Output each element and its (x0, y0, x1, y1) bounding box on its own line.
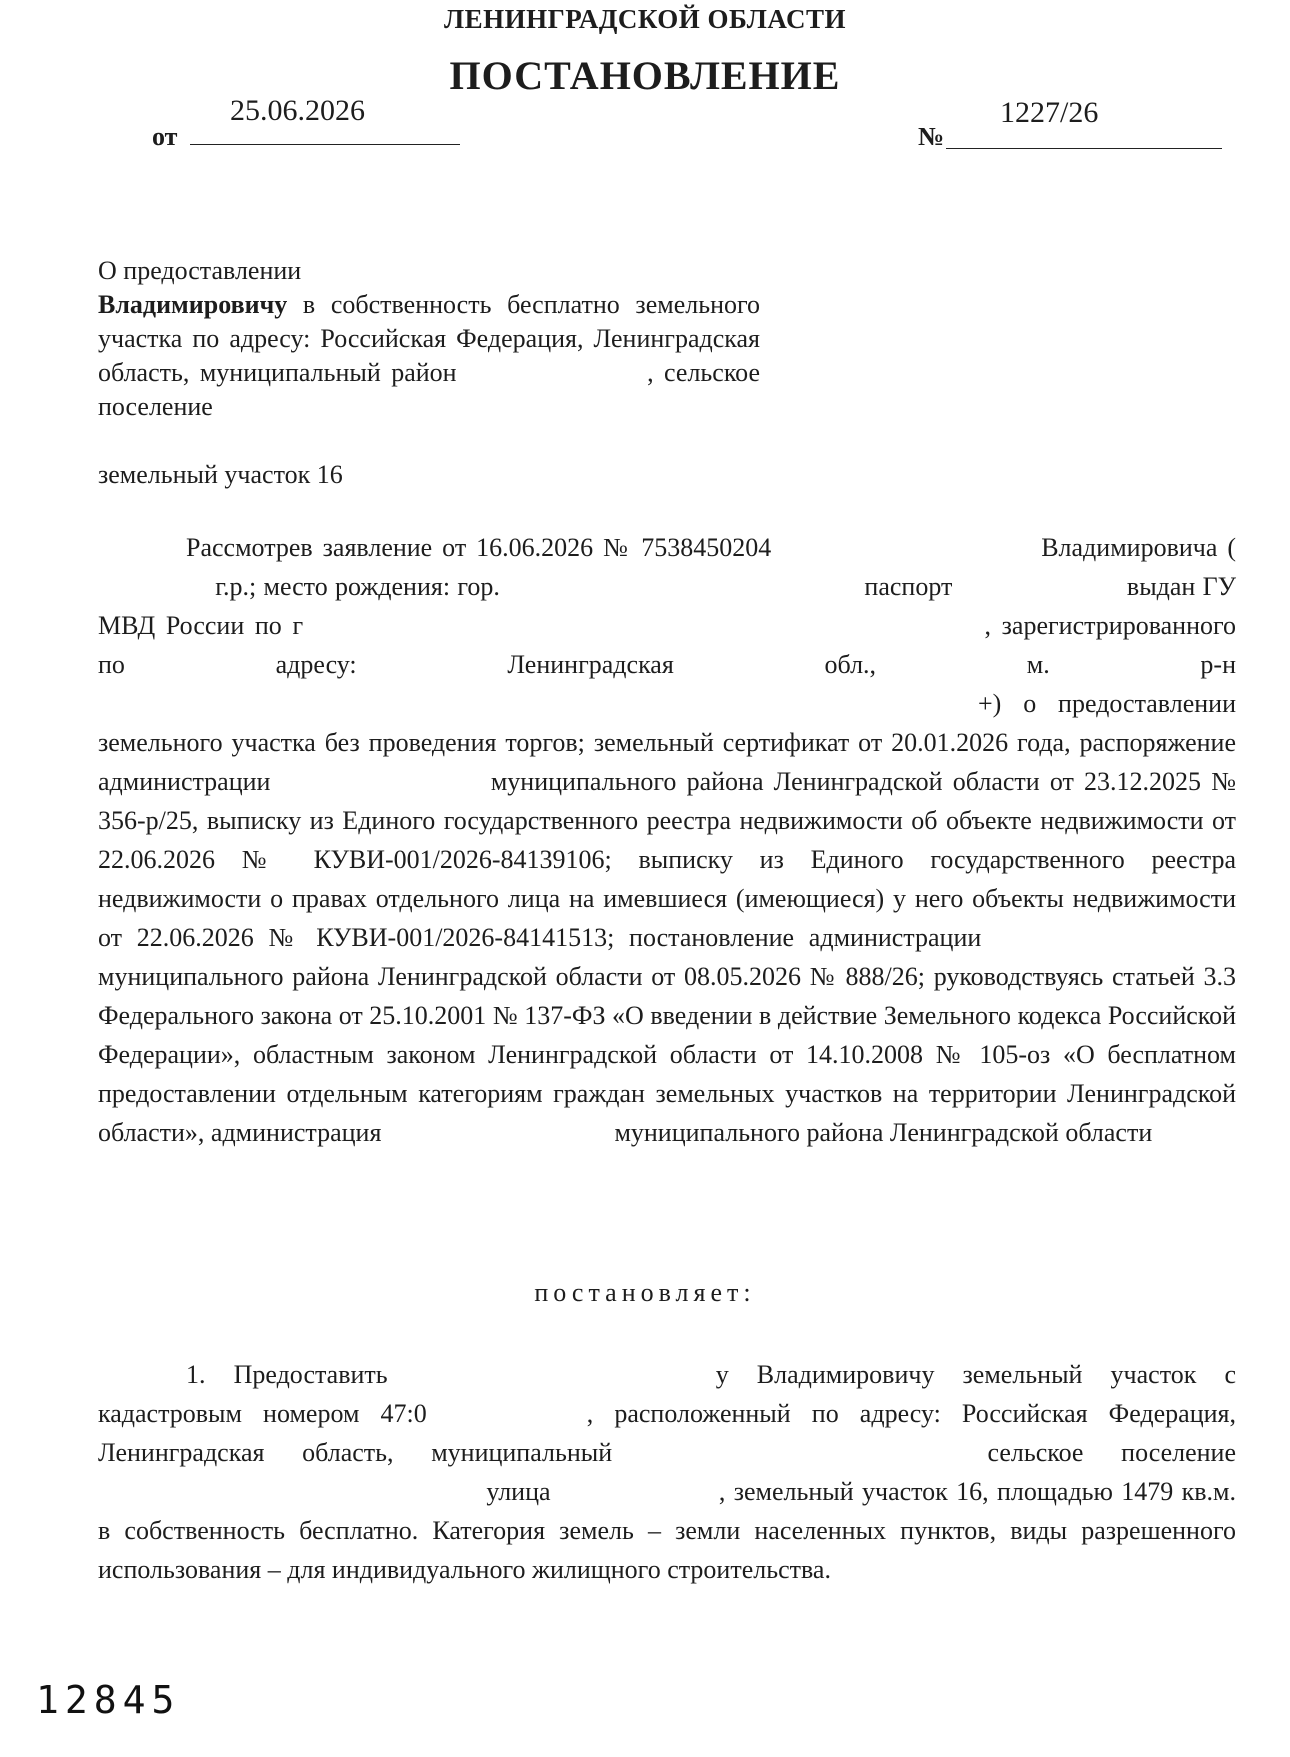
point-1-part: улица (486, 1477, 551, 1506)
issuing-region: ЛЕНИНГРАДСКОЙ ОБЛАСТИ (443, 4, 847, 34)
decree-word: постановляет: (534, 1278, 756, 1307)
redacted-gap (98, 433, 418, 453)
document-number: 1227/26 (1000, 96, 1099, 129)
redacted-gap (781, 540, 1031, 560)
redacted-gap (734, 618, 984, 638)
redacted-gap (98, 1484, 478, 1504)
preamble-part: г.р.; место рождения: гор. (215, 572, 500, 601)
stamp-number: 12845 (36, 1678, 181, 1722)
point-1-paragraph (98, 1355, 1236, 1589)
redacted-gap (388, 1125, 608, 1145)
subject-tail: земельный участок 16 (98, 460, 343, 489)
number-field (946, 96, 1222, 149)
document-subject (98, 254, 760, 492)
preamble-paragraph (98, 528, 1236, 1152)
redacted-gap (314, 618, 724, 638)
preamble-part: , зарегистрированного по адресу: Ленинградская обл., м. р-н (98, 611, 1237, 679)
preamble-part: +) о предоставлении земельного участка без проведения торгов; земельный сертификат от 20.01.2026 года, распоряжение администрации (98, 689, 1236, 796)
document-date: 25.06.2026 (230, 94, 365, 127)
subject-line-1: О предоставлении (98, 256, 302, 285)
redacted-gap (467, 365, 647, 385)
redacted-gap (308, 263, 608, 283)
subject-name: Владимировичу (98, 290, 288, 319)
redacted-gap (650, 1445, 950, 1465)
preamble-part: Рассмотрев заявление от 16.06.2026 № 7538450204 (186, 533, 772, 562)
point-1-part: , земельный участок 16, площадью 1479 кв.м. в собственность бесплатно. Категория земель – земли населенных пунктов, виды разрешенного использования – для индивидуального жилищного строительства. (98, 1477, 1237, 1584)
redacted-gap (507, 579, 857, 599)
preamble-part: паспорт (864, 572, 953, 601)
subject-rest: в собственность бесплатно земельного участка по адресу: Российская Федерация, Ленинградская область, муниципальный район (98, 290, 760, 387)
preamble-part: Владимировича ( (1041, 533, 1236, 562)
point-1-part: сельское поселение (987, 1438, 1237, 1467)
point-1-part: , расположенный по адресу: Российская Федерация, Ленинградская область, муниципальный (98, 1399, 1236, 1467)
subject-rest-2: , сельское поселение (98, 358, 760, 421)
redacted-gap (996, 930, 1236, 950)
point-1-part: у Владимировичу земельный участок с кадастровым номером 47:0 (98, 1360, 1236, 1428)
redacted-gap (98, 696, 978, 716)
redacted-gap (281, 774, 481, 794)
number-prefix: № (918, 122, 945, 151)
preamble-part: муниципального района Ленинградской области от 23.12.2025 № 356-р/25, выписку из Единого государственного реестра недвижимости об объекте недвижимости от 22.06.2026 № КУВИ-001/2026-84139106; выписку из Единого государственного реестра недвижимости о правах отдельного лица на имевшиеся (имеющиеся) у него объекты недвижимости от 22.06.2026 № КУВИ-001/2026-84141513; постановление администрации (98, 767, 1237, 952)
redacted-gap (427, 1406, 587, 1426)
date-field (190, 94, 460, 145)
date-prefix: от (152, 122, 178, 151)
redacted-gap (416, 1367, 716, 1387)
preamble-part: муниципального района Ленинградской области от 08.05.2026 № 888/26; руководствуясь статьей 3.3 Федерального закона от 25.10.2001 № 137-ФЗ «О введении в действие Земельного кодекса Российской Федерации», областным законом Ленинградской области от 14.10.2008 № 105-оз «О бесплатном предоставлении отдельным категориям граждан земельных участков на территории Ленинградской области», администрация (98, 962, 1236, 1147)
redacted-gap (960, 579, 1120, 599)
redacted-gap (98, 579, 208, 599)
preamble-part: муниципального района Ленинградской области (614, 1118, 1153, 1147)
document-title: ПОСТАНОВЛЕНИЕ (449, 53, 841, 98)
preamble-part: выдан ГУ МВД России по г (98, 572, 1237, 640)
redacted-gap (559, 1484, 719, 1504)
point-1-part: 1. Предоставить (186, 1360, 388, 1389)
